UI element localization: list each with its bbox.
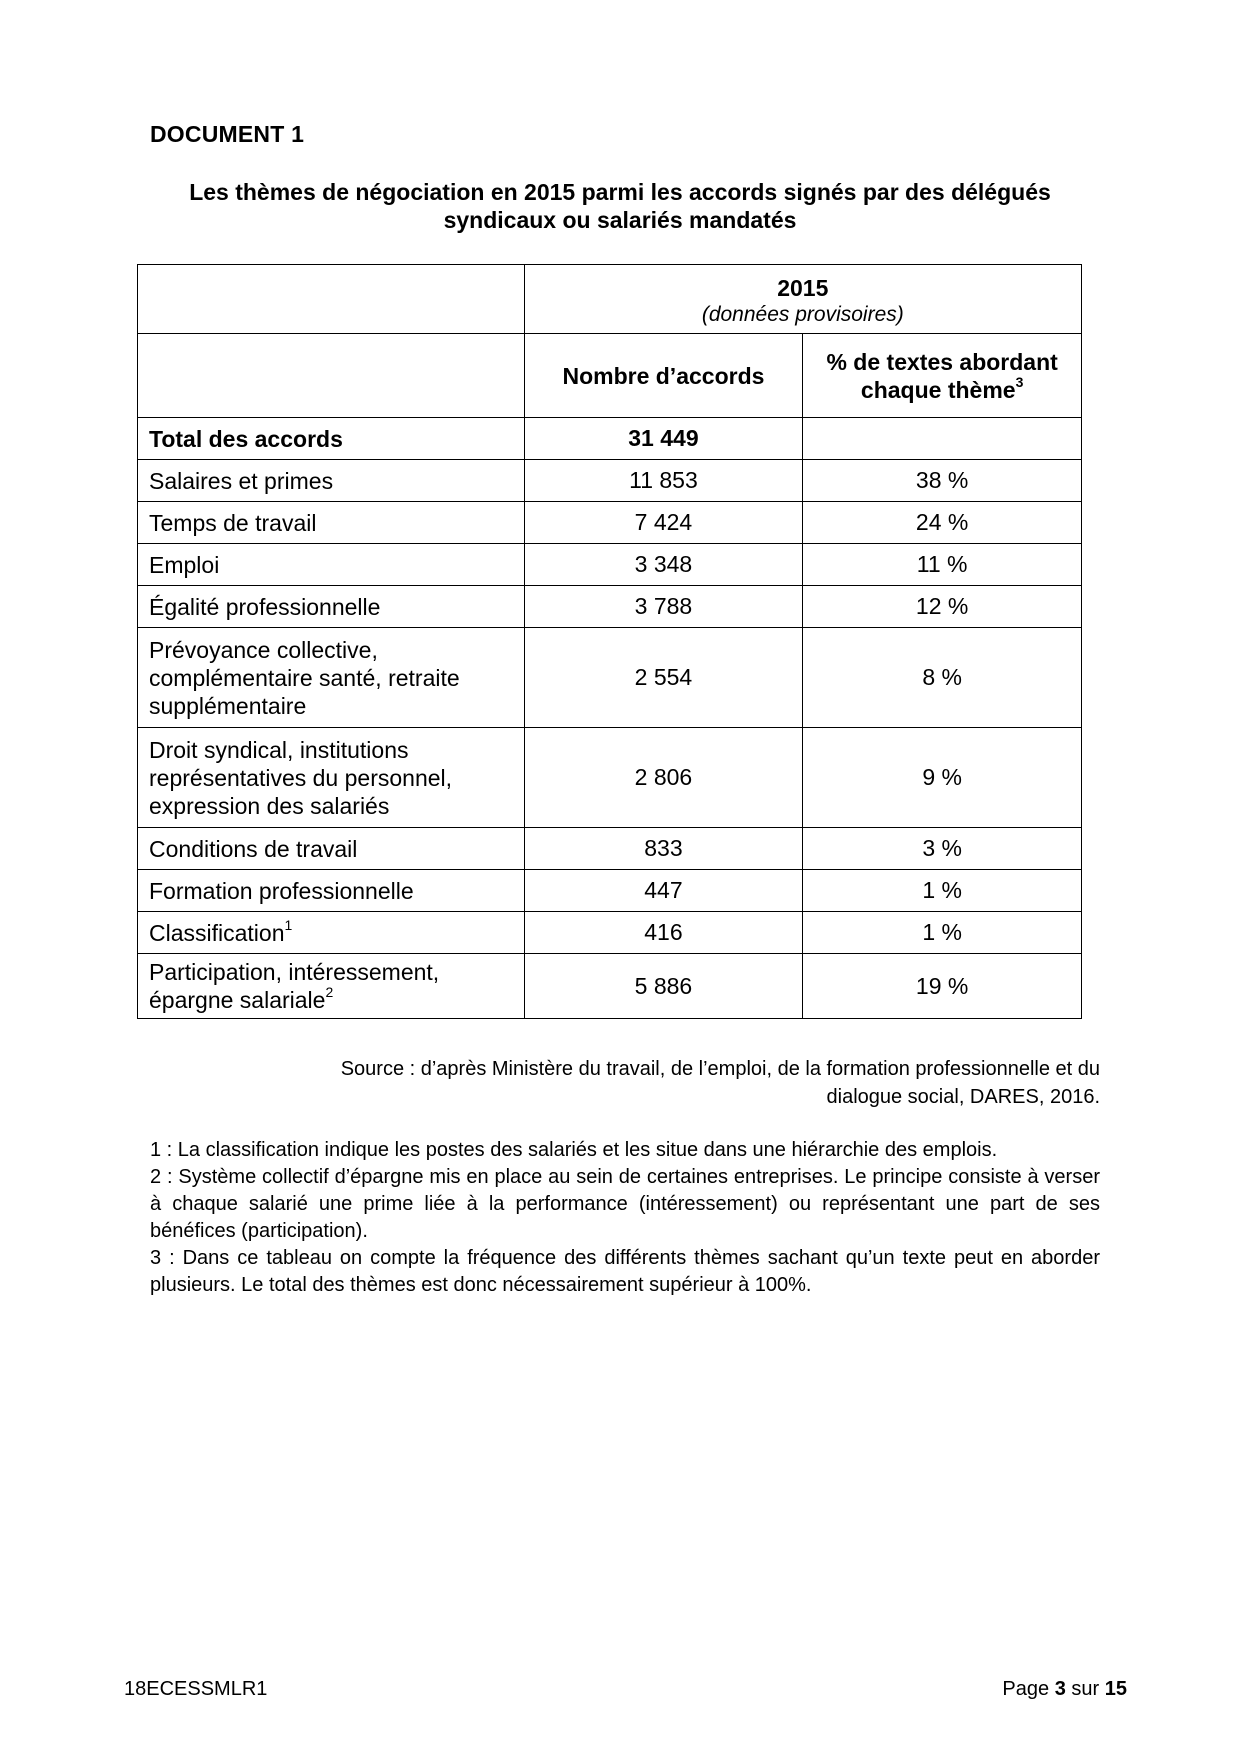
row-theme-label: [138, 628, 525, 728]
table-row: [138, 912, 1082, 954]
footnote-3: 3 : Dans ce tableau on compte la fréquence des différents thèmes sachant qu’un texte peut en aborder plusieurs. Le total des thèmes est donc nécessairement supérieur à 100%.: [150, 1247, 1100, 1296]
header-row-year: [138, 265, 1082, 334]
column-header-pct: [803, 334, 1082, 418]
row-count: 2 554: [524, 628, 803, 728]
title-line-1: Les thèmes de négociation en 2015 parmi les accords signés par des délégués: [189, 179, 1051, 205]
row-count: 833: [524, 828, 803, 870]
row-count: 447: [524, 870, 803, 912]
row-count: 7 424: [524, 502, 803, 544]
footnote-ref: 1: [284, 916, 293, 933]
total-count: 31 449: [524, 418, 803, 460]
row-theme-line: Temps de travail: [149, 509, 317, 536]
row-theme-line: représentatives du personnel,: [149, 764, 453, 791]
row-theme-line: Conditions de travail: [149, 835, 358, 862]
row-theme-label: [138, 502, 525, 544]
row-count: 3 348: [524, 544, 803, 586]
row-pct: 11 %: [803, 544, 1082, 586]
row-pct: 38 %: [803, 460, 1082, 502]
table-row: [138, 870, 1082, 912]
row-pct: 12 %: [803, 586, 1082, 628]
header-year: 2015: [777, 274, 829, 301]
row-pct: 24 %: [803, 502, 1082, 544]
table-row: [138, 728, 1082, 828]
column-header-pct-line-2: chaque thème$^3$: [860, 373, 1024, 403]
row-theme-line: expression des salariés: [149, 792, 390, 819]
source-line-1: Source : d’après Ministère du travail, de l’emploi, de la formation professionnelle et du: [340, 1058, 1100, 1080]
row-pct: 1 %: [803, 870, 1082, 912]
row-theme-line: Emploi: [149, 551, 220, 578]
table-row: [138, 954, 1082, 1019]
total-pct: [803, 418, 1082, 460]
row-pct: 3 %: [803, 828, 1082, 870]
table-row: [138, 586, 1082, 628]
page-number: Page 3 sur 15: [1002, 1678, 1127, 1700]
row-count: 11 853: [524, 460, 803, 502]
row-theme-line: Classification$^1$: [149, 916, 293, 946]
document-label: DOCUMENT 1: [150, 121, 305, 147]
row-theme-label: [138, 544, 525, 586]
footnote-ref: 2: [325, 984, 334, 1001]
total-row: [138, 418, 1082, 460]
source-line-2: dialogue social, DARES, 2016.: [826, 1086, 1100, 1108]
column-header-pct-line-1: % de textes abordant: [826, 348, 1058, 375]
row-theme-line: Droit syndical, institutions: [149, 736, 409, 763]
row-pct: 8 %: [803, 628, 1082, 728]
negotiation-themes-table: [137, 264, 1082, 1019]
table-row: [138, 502, 1082, 544]
document-title: [140, 178, 1100, 234]
row-theme-line: supplémentaire: [149, 692, 307, 719]
row-count: 5 886: [524, 954, 803, 1019]
table-row: [138, 628, 1082, 728]
header-provisional: (données provisoires): [701, 302, 904, 326]
row-theme-line: Formation professionnelle: [149, 877, 414, 904]
table-row: [138, 460, 1082, 502]
page-total: 15: [1104, 1678, 1127, 1700]
header-empty-cell: [138, 334, 525, 418]
row-theme-label: [138, 912, 525, 954]
table-row: [138, 544, 1082, 586]
row-theme-line: Participation, intéressement,: [149, 959, 440, 985]
row-theme-label: [138, 460, 525, 502]
total-label: Total des accords: [138, 418, 525, 460]
footnote-1: 1 : La classification indique les postes des salariés et les situe dans une hiérarchie des emplois.: [150, 1139, 998, 1161]
column-header-count: Nombre d’accords: [524, 334, 803, 418]
row-theme-line: Prévoyance collective,: [149, 636, 378, 663]
row-theme-label: [138, 870, 525, 912]
table-row: [138, 828, 1082, 870]
exam-code: 18ECESSMLR1: [124, 1678, 268, 1700]
row-theme-label: [138, 586, 525, 628]
row-count: 2 806: [524, 728, 803, 828]
row-theme-line: Salaires et primes: [149, 467, 334, 494]
row-count: 3 788: [524, 586, 803, 628]
row-pct: 9 %: [803, 728, 1082, 828]
row-theme-label: [138, 728, 525, 828]
header-row-columns: [138, 334, 1082, 418]
row-theme-line: Égalité professionnelle: [149, 593, 381, 620]
title-line-2: syndicaux ou salariés mandatés: [443, 207, 797, 233]
row-theme-label: [138, 954, 525, 1019]
table-body: [138, 265, 1082, 1019]
footnotes: [150, 1137, 1100, 1299]
row-count: 416: [524, 912, 803, 954]
page-current: 3: [1054, 1678, 1066, 1700]
source-citation: [150, 1055, 1100, 1111]
row-theme-line: complémentaire santé, retraite: [149, 664, 460, 691]
row-pct: 19 %: [803, 954, 1082, 1019]
footnote-2: 2 : Système collectif d’épargne mis en place au sein de certaines entreprises. Le principe consiste à verser à chaque salarié une prime liée à la performance (intéressement) ou représentant une part de ses bénéfices (participation).: [150, 1166, 1100, 1242]
row-theme-line: épargne salariale$^2$: [149, 984, 334, 1013]
row-theme-label: [138, 828, 525, 870]
row-pct: 1 %: [803, 912, 1082, 954]
header-year-cell: [524, 265, 1081, 334]
header-empty-cell: [138, 265, 525, 334]
footnote-ref-3: 3: [1015, 373, 1024, 390]
